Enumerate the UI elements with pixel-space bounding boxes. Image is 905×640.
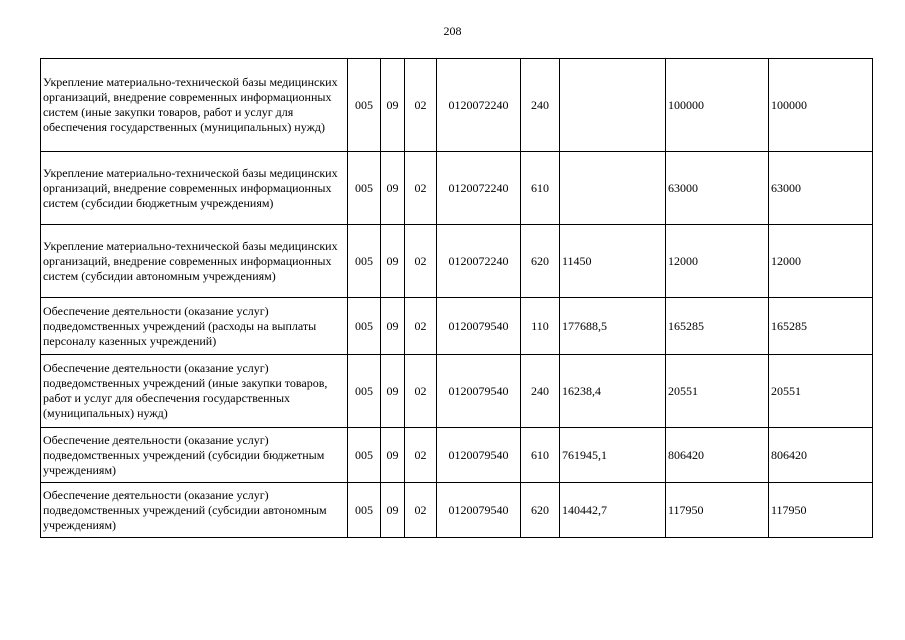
amount-year-2: 63000 bbox=[666, 152, 769, 225]
ministry-code: 005 bbox=[348, 355, 381, 428]
section-code: 09 bbox=[381, 59, 405, 152]
section-code: 09 bbox=[381, 428, 405, 483]
amount-year-3: 806420 bbox=[769, 428, 873, 483]
section-code: 09 bbox=[381, 225, 405, 298]
ministry-code: 005 bbox=[348, 483, 381, 538]
expense-type-code: 110 bbox=[521, 298, 560, 355]
ministry-code: 005 bbox=[348, 59, 381, 152]
row-description: Обеспечение деятельности (оказание услуг) подведомственных учреждений (расходы на выплаты персоналу казенных учреждений) bbox=[41, 298, 348, 355]
subsection-code: 02 bbox=[405, 152, 437, 225]
page-number: 208 bbox=[443, 24, 462, 38]
amount-year-1: 177688,5 bbox=[560, 298, 666, 355]
ministry-code: 005 bbox=[348, 152, 381, 225]
amount-year-1 bbox=[560, 152, 666, 225]
table-row bbox=[41, 355, 873, 428]
target-article-code: 0120072240 bbox=[437, 225, 521, 298]
ministry-code: 005 bbox=[348, 225, 381, 298]
section-code: 09 bbox=[381, 355, 405, 428]
row-description: Укрепление материально-технической базы медицинских организаций, внедрение современных информационных систем (иные закупки товаров, работ и услуг для обеспечения государственных (муниципальных) нужд) bbox=[41, 59, 348, 152]
amount-year-3: 20551 bbox=[769, 355, 873, 428]
amount-year-2: 12000 bbox=[666, 225, 769, 298]
table-row bbox=[41, 152, 873, 225]
table-row bbox=[41, 59, 873, 152]
section-code: 09 bbox=[381, 298, 405, 355]
amount-year-1: 11450 bbox=[560, 225, 666, 298]
amount-year-2: 20551 bbox=[666, 355, 769, 428]
amount-year-3: 165285 bbox=[769, 298, 873, 355]
subsection-code: 02 bbox=[405, 298, 437, 355]
amount-year-2: 100000 bbox=[666, 59, 769, 152]
budget-table bbox=[40, 58, 873, 538]
amount-year-1: 16238,4 bbox=[560, 355, 666, 428]
row-description: Обеспечение деятельности (оказание услуг) подведомственных учреждений (иные закупки товаров, работ и услуг для обеспечения государственных (муниципальных) нужд) bbox=[41, 355, 348, 428]
subsection-code: 02 bbox=[405, 59, 437, 152]
amount-year-2: 806420 bbox=[666, 428, 769, 483]
subsection-code: 02 bbox=[405, 428, 437, 483]
expense-type-code: 620 bbox=[521, 225, 560, 298]
subsection-code: 02 bbox=[405, 355, 437, 428]
amount-year-3: 12000 bbox=[769, 225, 873, 298]
amount-year-3: 117950 bbox=[769, 483, 873, 538]
target-article-code: 0120072240 bbox=[437, 59, 521, 152]
table-row bbox=[41, 298, 873, 355]
subsection-code: 02 bbox=[405, 483, 437, 538]
amount-year-3: 100000 bbox=[769, 59, 873, 152]
target-article-code: 0120079540 bbox=[437, 298, 521, 355]
target-article-code: 0120079540 bbox=[437, 428, 521, 483]
expense-type-code: 610 bbox=[521, 152, 560, 225]
target-article-code: 0120072240 bbox=[437, 152, 521, 225]
table-row bbox=[41, 483, 873, 538]
expense-type-code: 620 bbox=[521, 483, 560, 538]
row-description: Укрепление материально-технической базы медицинских организаций, внедрение современных информационных систем (субсидии автономным учреждениям) bbox=[41, 225, 348, 298]
row-description: Укрепление материально-технической базы медицинских организаций, внедрение современных информационных систем (субсидии бюджетным учреждениям) bbox=[41, 152, 348, 225]
expense-type-code: 240 bbox=[521, 59, 560, 152]
table-row bbox=[41, 225, 873, 298]
amount-year-1: 761945,1 bbox=[560, 428, 666, 483]
amount-year-2: 165285 bbox=[666, 298, 769, 355]
row-description: Обеспечение деятельности (оказание услуг) подведомственных учреждений (субсидии бюджетным учреждениям) bbox=[41, 428, 348, 483]
ministry-code: 005 bbox=[348, 428, 381, 483]
target-article-code: 0120079540 bbox=[437, 355, 521, 428]
subsection-code: 02 bbox=[405, 225, 437, 298]
amount-year-3: 63000 bbox=[769, 152, 873, 225]
table-row bbox=[41, 428, 873, 483]
ministry-code: 005 bbox=[348, 298, 381, 355]
section-code: 09 bbox=[381, 152, 405, 225]
section-code: 09 bbox=[381, 483, 405, 538]
expense-type-code: 240 bbox=[521, 355, 560, 428]
expense-type-code: 610 bbox=[521, 428, 560, 483]
amount-year-2: 117950 bbox=[666, 483, 769, 538]
row-description: Обеспечение деятельности (оказание услуг) подведомственных учреждений (субсидии автономным учреждениям) bbox=[41, 483, 348, 538]
target-article-code: 0120079540 bbox=[437, 483, 521, 538]
amount-year-1: 140442,7 bbox=[560, 483, 666, 538]
amount-year-1 bbox=[560, 59, 666, 152]
